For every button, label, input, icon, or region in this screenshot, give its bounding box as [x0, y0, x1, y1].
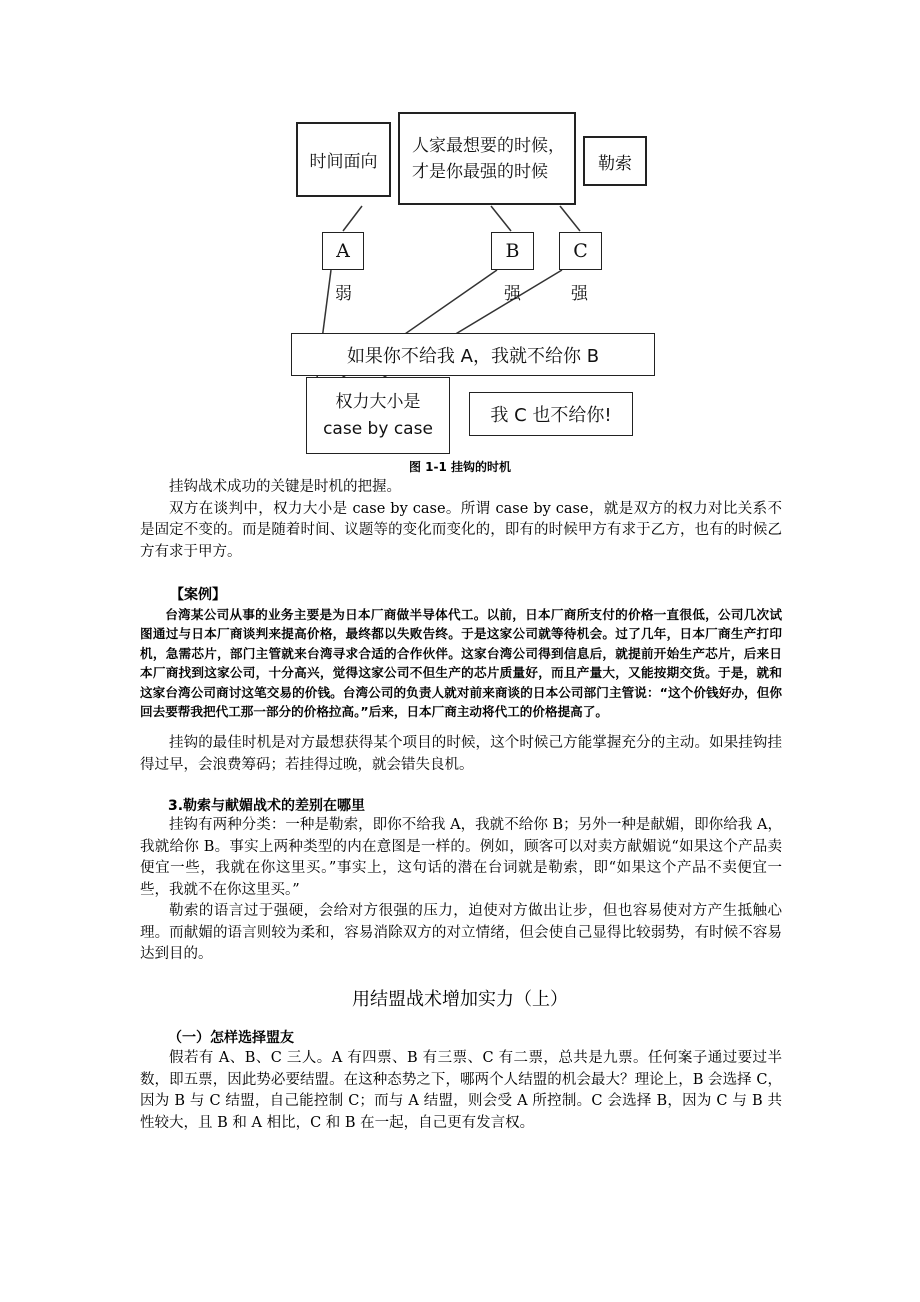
subsection-title: （一）怎样选择盟友 — [168, 1030, 294, 1046]
if-you-dont-give-box: 如果你不给我 A，我就不给你 B — [291, 333, 655, 376]
text-block-alliance — [140, 1048, 782, 1134]
text-block-intro — [140, 477, 782, 563]
most-wanted-box: 人家最想要的时候，才是你最强的时候 — [398, 112, 576, 205]
power-line-1: 权力大小是 — [335, 391, 421, 412]
chapter-title: 用结盟战术增加实力（上） — [352, 989, 568, 1010]
paragraph-best-timing: 挂钩的最佳时机是对方最想获得某个项目的时候，这个时候己方能掌握充分的主动。如果挂钩挂得过早，会浪费筹码；若挂得过晚，就会错失良机。 — [140, 735, 782, 773]
power-line-2: case by case — [323, 418, 433, 439]
text-block-best-timing — [140, 733, 782, 776]
node-a-label: 弱 — [335, 284, 352, 304]
node-c-label: 强 — [571, 284, 588, 304]
section-3-title: 3.勒索与献媚战术的差别在哪里 — [168, 798, 366, 814]
case-body-text: 台湾某公司从事的业务主要是为日本厂商做半导体代工。以前，日本厂商所支付的价格一直很低，公司几次试图通过与日本厂商谈判来提高价格，最终都以失败告终。于是这家公司就等待机会。过了几年，日本厂商生产打印机，急需芯片，部门主管就来台湾寻求合适的合作伙伴。这家台湾公司得到信息后，就提前开始生产芯片，后来日本厂商找到这家公司，十分高兴，觉得这家公司不但生产的芯片质量好，而且产量大，又能按期交货。于是，就和这家台湾公司商讨这笔交易的价钱。台湾公司的负责人就对前来商谈的日本公司部门主管说：“这个价钱好办，但你回去要帮我把代工那一部分的价格拉高。”后来，日本厂商主动将代工的价格提高了。 — [140, 607, 782, 720]
node-c-box: C — [559, 232, 602, 270]
extortion-box: 勒索 — [583, 136, 647, 186]
text-block-extortion — [140, 815, 782, 966]
diagram-connector-lines — [0, 0, 920, 480]
node-b-label: 强 — [504, 284, 521, 304]
paragraph-timing-key: 挂钩战术成功的关键是时机的把握。 — [169, 479, 401, 495]
paragraph-case-by-case: 双方在谈判中，权力大小是 case by case。所谓 case by case，就是双方的权力对比关系不是固定不变的。而是随着时间、议题等的变化而变化的，即有的时候甲方有求于乙方，也有的时候乙方有求于甲方。 — [140, 500, 782, 560]
time-aspect-box: 时间面向 — [296, 122, 391, 197]
hook-timing-diagram — [0, 0, 920, 480]
paragraph-alliance-example: 假若有 A、B、C 三人。A 有四票、B 有三票、C 有二票，总共是九票。任何案子通过要过半数，即五票，因此势必要结盟。在这种态势之下，哪两个人结盟的机会最大？理论上，B 会选择 C，因为 B 与 C 结盟，自己能控制 C；而与 A 结盟，则会受 A 所控制。C 会选择 B，因为 C 与 B 共性较大，且 B 和 A 相比，C 和 B 在一起，自己更有发言权。 — [140, 1050, 782, 1131]
node-b-box: B — [491, 232, 534, 270]
power-case-by-case-box — [306, 377, 450, 454]
figure-caption: 图 1-1 挂钩的时机 — [408, 460, 512, 474]
case-heading: 【案例】 — [170, 587, 226, 603]
paragraph-hook-types: 挂钩有两种分类：一种是勒索，即你不给我 A，我就不给你 B；另外一种是献媚，即你给我 A，我就给你 B。事实上两种类型的内在意图是一样的。例如，顾客可以对卖方献媚说“如果这个产品卖便宜一些，我就在你这里买。”事实上，这句话的潜在台词就是勒索，即“如果这个产品不卖便宜一些，我就不在你这里买。” — [140, 817, 782, 898]
c-not-give-box: 我 C 也不给你! — [469, 392, 633, 436]
paragraph-language-comparison: 勒索的语言过于强硬，会给对方很强的压力，迫使对方做出让步，但也容易使对方产生抵触心理。而献媚的语言则较为柔和，容易消除双方的对立情绪，但会使自己显得比较弱势，有时候不容易达到目的。 — [140, 903, 782, 962]
node-a-box: A — [322, 232, 364, 270]
